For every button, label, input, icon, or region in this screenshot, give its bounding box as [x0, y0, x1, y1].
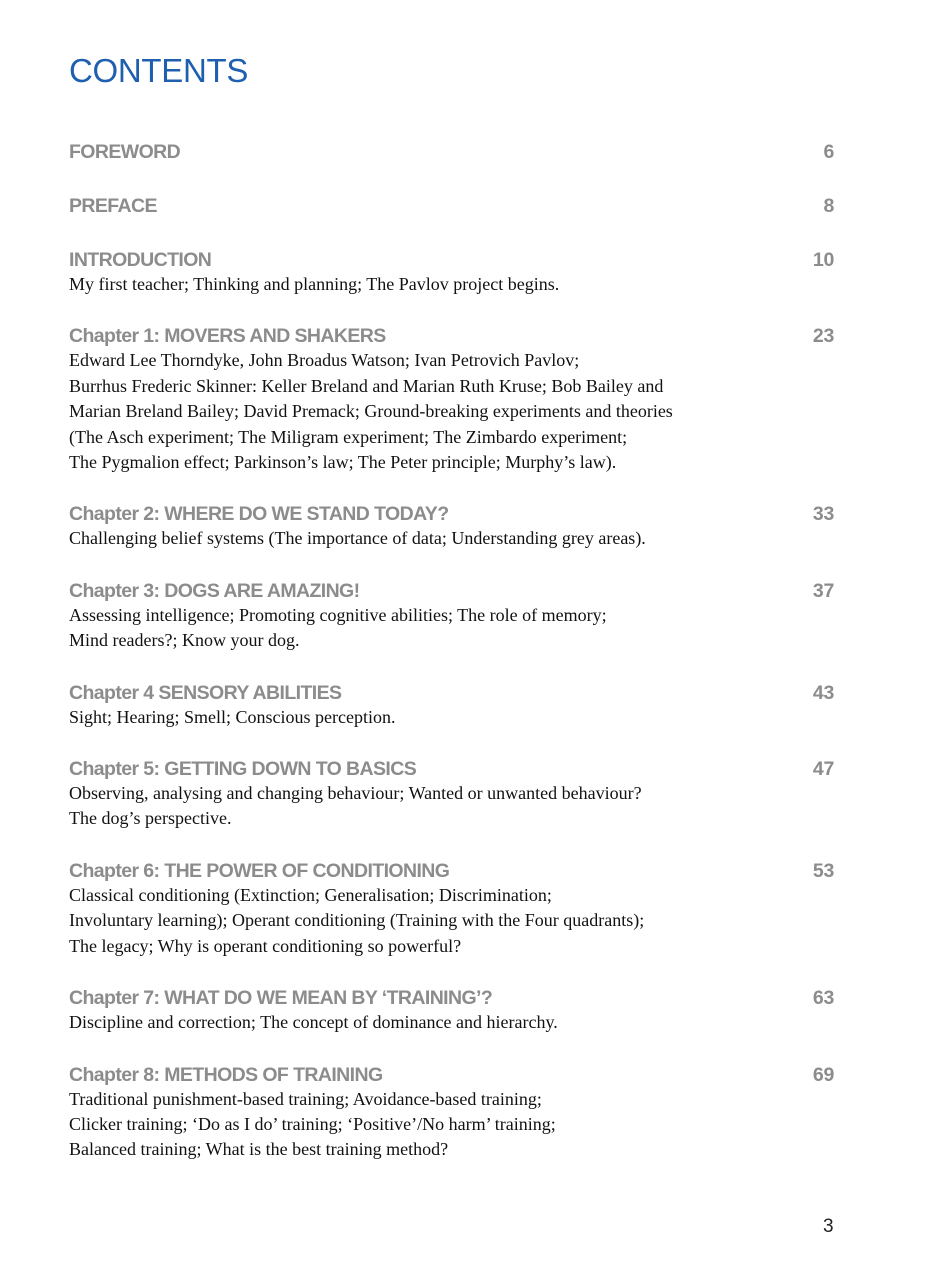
entry-heading-row	[69, 321, 834, 351]
description-line: Classical conditioning (Extinction; Generalisation; Discrimination;	[69, 884, 552, 905]
entry-heading-row	[69, 499, 834, 529]
entry-page-number: 47	[812, 758, 834, 781]
entry-heading-row	[69, 137, 834, 167]
table-of-contents	[69, 137, 834, 1163]
description-line: My first teacher; Thinking and planning; The Pavlov project begins.	[69, 274, 560, 294]
description-line: Sight; Hearing; Smell; Conscious perception.	[69, 706, 396, 727]
toc-entry-chapter-5	[69, 754, 834, 832]
toc-entry-chapter-8	[69, 1060, 834, 1163]
toc-entry-preface	[69, 191, 834, 221]
entry-heading-row	[69, 1060, 834, 1090]
entry-heading-row	[69, 983, 834, 1013]
description-line: Clicker training; ‘Do as I do’ training; ‘Positive’/No harm’ training;	[69, 1113, 556, 1134]
entry-title: FOREWORD	[69, 141, 181, 163]
toc-entry-introduction	[69, 245, 834, 297]
description-line: The Pygmalion effect; Parkinson’s law; The Peter principle; Murphy’s law).	[69, 452, 617, 473]
entry-page-number: 69	[812, 1063, 834, 1086]
entry-heading-row	[69, 576, 834, 606]
entry-page-number: 10	[812, 249, 834, 271]
toc-entry-chapter-4	[69, 678, 834, 730]
entry-page-number: 37	[812, 579, 834, 602]
entry-description	[69, 603, 834, 654]
toc-entry-foreword	[69, 137, 834, 167]
entry-heading-row	[69, 245, 834, 275]
entry-page-number: 33	[812, 503, 834, 526]
toc-entry-chapter-3	[69, 576, 834, 654]
entry-title: INTRODUCTION	[69, 249, 212, 271]
entry-page-number: 43	[812, 681, 834, 704]
entry-description	[69, 348, 834, 475]
entry-title: Chapter 3: DOGS ARE AMAZING!	[69, 579, 360, 602]
description-line: Assessing intelligence; Promoting cognitive abilities; The role of memory;	[69, 604, 607, 625]
toc-entry-chapter-7	[69, 983, 834, 1035]
toc-entry-chapter-2	[69, 499, 834, 551]
description-line: Balanced training; What is the best training method?	[69, 1139, 449, 1160]
entry-heading-row	[69, 191, 834, 221]
description-line: Observing, analysing and changing behaviour; Wanted or unwanted behaviour?	[69, 783, 642, 804]
entry-page-number: 23	[812, 325, 834, 348]
entry-page-number: 63	[812, 987, 834, 1010]
entry-title: Chapter 4 SENSORY ABILITIES	[69, 681, 342, 704]
entry-description	[69, 272, 834, 297]
entry-heading-row	[69, 856, 834, 886]
entry-title: Chapter 8: METHODS OF TRAINING	[69, 1063, 383, 1086]
entry-description	[69, 781, 834, 832]
entry-description	[69, 1087, 834, 1163]
entry-description	[69, 705, 834, 730]
entry-description	[69, 1010, 834, 1035]
description-line: Involuntary learning); Operant conditioning (Training with the Four quadrants);	[69, 910, 645, 931]
description-line: The dog’s perspective.	[69, 808, 232, 829]
description-line: Edward Lee Thorndyke, John Broadus Watson; Ivan Petrovich Pavlov;	[69, 350, 580, 371]
entry-title: Chapter 7: WHAT DO WE MEAN BY ‘TRAINING’?	[69, 987, 493, 1010]
description-line: Burrhus Frederic Skinner: Keller Breland and Marian Ruth Kruse; Bob Bailey and	[69, 375, 664, 396]
description-line: Discipline and correction; The concept of dominance and hierarchy.	[69, 1012, 558, 1033]
toc-entry-chapter-6	[69, 856, 834, 959]
description-line: Marian Breland Bailey; David Premack; Ground-breaking experiments and theories	[69, 401, 673, 422]
entry-title: Chapter 5: GETTING DOWN TO BASICS	[69, 758, 417, 781]
entry-title: PREFACE	[69, 195, 157, 217]
entry-page-number: 53	[812, 859, 834, 882]
description-line: Challenging belief systems (The importance of data; Understanding grey areas).	[69, 528, 646, 549]
description-line: (The Asch experiment; The Miligram experiment; The Zimbardo experiment;	[69, 426, 628, 447]
entry-heading-row	[69, 678, 834, 708]
entry-page-number: 6	[823, 141, 834, 163]
entry-page-number: 8	[823, 195, 834, 217]
page-number: 3	[823, 1216, 834, 1237]
entry-title: Chapter 2: WHERE DO WE STAND TODAY?	[69, 503, 449, 526]
entry-description	[69, 883, 834, 959]
description-line: Mind readers?; Know your dog.	[69, 630, 300, 651]
toc-entry-chapter-1	[69, 321, 834, 475]
description-line: The legacy; Why is operant conditioning so powerful?	[69, 935, 462, 956]
contents-heading: CONTENTS	[69, 52, 249, 89]
entry-heading-row	[69, 754, 834, 784]
entry-title: Chapter 1: MOVERS AND SHAKERS	[69, 325, 386, 348]
entry-title: Chapter 6: THE POWER OF CONDITIONING	[69, 859, 450, 882]
description-line: Traditional punishment-based training; Avoidance-based training;	[69, 1088, 542, 1109]
entry-description	[69, 526, 834, 551]
